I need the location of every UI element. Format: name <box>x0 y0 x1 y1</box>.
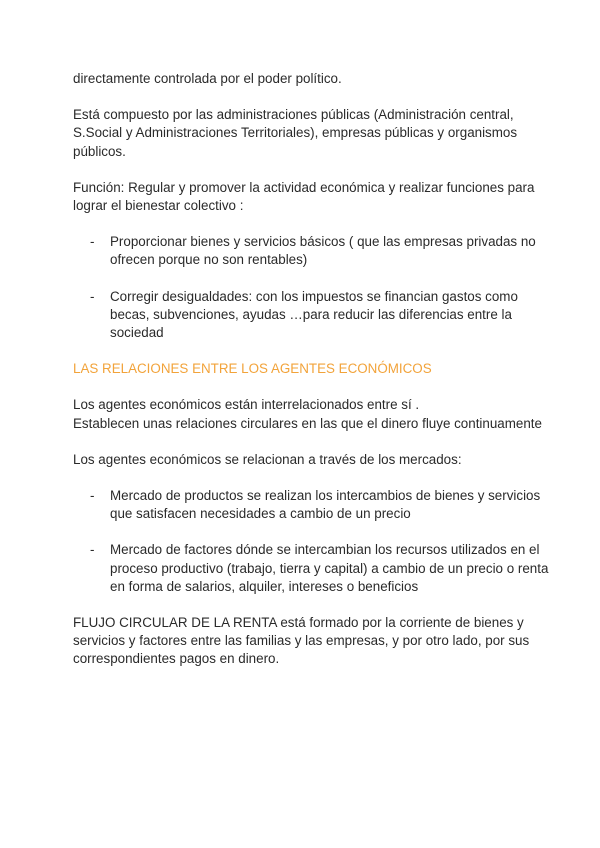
list-item <box>73 541 551 596</box>
list-item-text: Corregir desigualdades: con los impuestos se financian gastos como becas, subvenciones, ayudas …para reducir las diferencias entre la sociedad <box>110 288 518 341</box>
spacer <box>73 433 543 451</box>
spacer <box>73 161 543 179</box>
spacer <box>73 215 543 233</box>
list-item-text: Proporcionar bienes y servicios básicos ( que las empresas privadas no ofrecen porque no son rentables) <box>110 234 536 268</box>
section-heading: LAS RELACIONES ENTRE LOS AGENTES ECONÓMICOS <box>73 361 432 377</box>
paragraph-composition: Está compuesto por las administraciones públicas (Administración central, S.Social y Administraciones Territoriales), empresas públicas y organismos públicos. <box>73 107 518 159</box>
dash-bullet: - <box>90 542 95 558</box>
list-item <box>73 233 551 269</box>
dash-bullet: - <box>90 234 95 250</box>
spacer <box>73 88 543 106</box>
document-body <box>73 70 549 669</box>
dash-bullet: - <box>90 288 95 304</box>
spacer <box>73 596 543 614</box>
list-item-text: Mercado de factores dónde se intercambian los recursos utilizados en el proceso productivo (trabajo, tierra y capital) a cambio de un precio o renta en forma de salarios, alquiler, intereses o beneficios <box>110 542 549 594</box>
paragraph-circular: Establecen unas relaciones circulares en las que el dinero fluye continuamente <box>73 415 542 431</box>
list-item <box>73 288 551 343</box>
list-item-text: Mercado de productos se realizan los intercambios de bienes y servicios que satisfacen necesidades a cambio de un precio <box>110 488 541 522</box>
paragraph-circular-flow: FLUJO CIRCULAR DE LA RENTA está formado por la corriente de bienes y servicios y factores entre las familias y las empresas, y por otro lado, por sus correspondientes pagos en dinero. <box>73 615 530 667</box>
spacer <box>73 469 543 487</box>
markets-list <box>73 487 549 596</box>
paragraph-interrelated: Los agentes económicos están interrelacionados entre sí . <box>73 397 420 413</box>
paragraph-markets: Los agentes económicos se relacionan a través de los mercados: <box>73 451 462 467</box>
paragraph-function: Función: Regular y promover la actividad económica y realizar funciones para lograr el bienestar colectivo : <box>73 179 535 214</box>
paragraph-intro-fragment: directamente controlada por el poder político. <box>73 71 342 86</box>
list-item <box>73 487 551 523</box>
spacer <box>73 378 543 396</box>
function-list <box>73 233 543 342</box>
dash-bullet: - <box>90 488 95 504</box>
spacer <box>73 342 543 360</box>
